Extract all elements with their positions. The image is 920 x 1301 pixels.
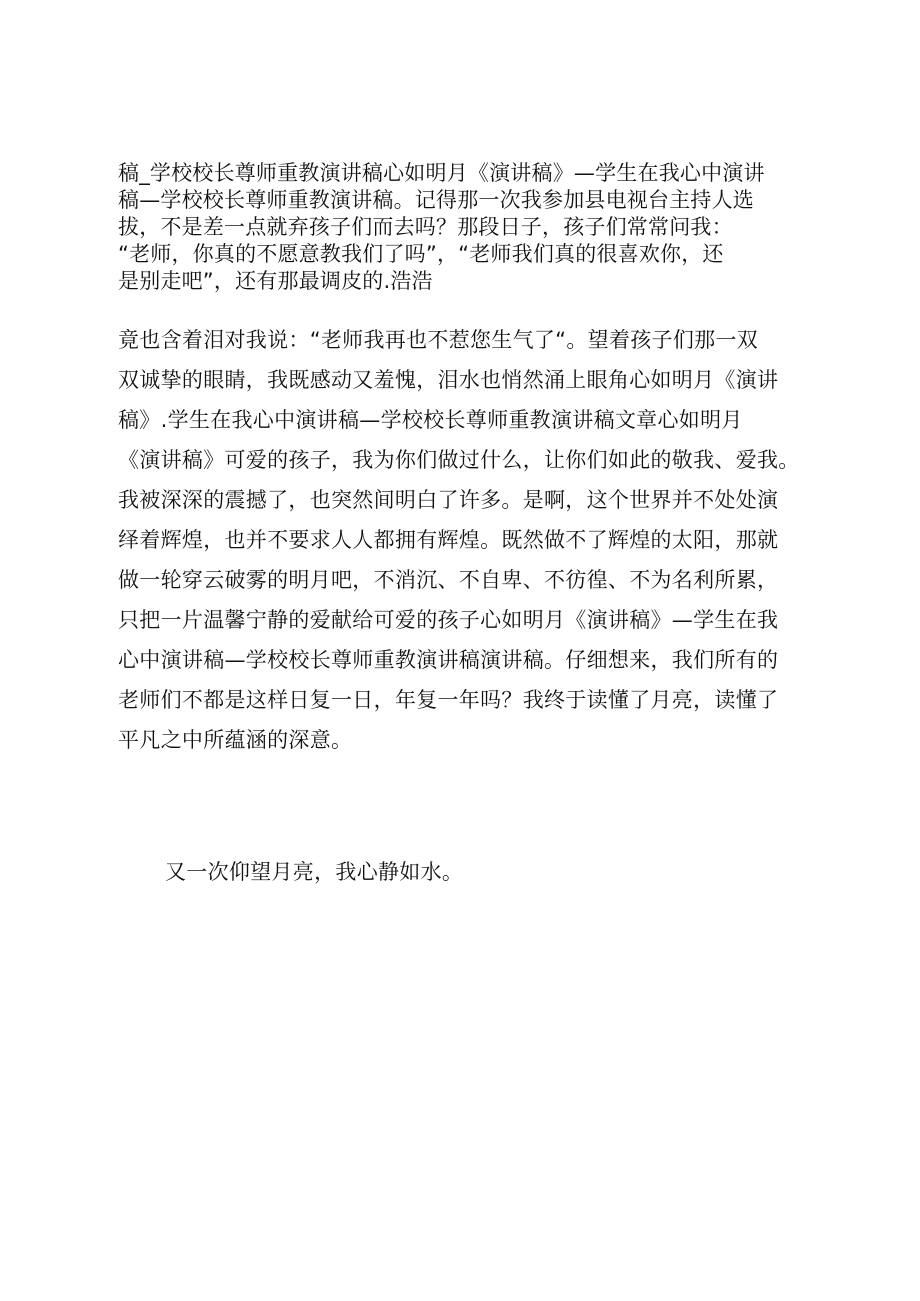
text-line: 老师们不都是这样日复一日，年复一年吗？我终于读懂了月亮，读懂了 [118,688,779,712]
text-line: 双诚挚的眼睛，我既感动又羞愧，泪水也悄然涌上眼角心如明月《演讲 [118,368,779,392]
text-line: 拔，不是差一点就弃孩子们而去吗？那段日子，孩子们常常问我： [118,215,733,239]
text-line: 稿_学校校长尊师重教演讲稿心如明月《演讲稿》—学生在我心中演讲 [118,161,765,185]
text-line: 做一轮穿云破雾的明月吧，不消沉、不自卑、不彷徨、不为名利所累， [118,568,779,592]
text-line: 《演讲稿》可爱的孩子，我为你们做过什么，让你们如此的敬我、爱我。 [118,448,800,472]
dense-paragraph [118,160,838,295]
text-line: 我被深深的震撼了，也突然间明白了许多。是啊，这个世界并不处处演 [118,488,779,512]
text-line: 只把一片温馨宁静的爱献给可爱的孩子心如明月《演讲稿》—学生在我 [118,608,779,632]
closing-paragraph: 又一次仰望月亮，我心静如水。 [165,860,464,884]
text-line: 绎着辉煌，也并不要求人人都拥有辉煌。既然做不了辉煌的太阳，那就 [118,528,779,552]
text-line: 心中演讲稿—学校校长尊师重教演讲稿演讲稿。仔细想来，我们所有的 [118,648,779,672]
text-line: 平凡之中所蕴涵的深意。 [118,728,353,752]
text-line: 稿》.学生在我心中演讲稿—学校校长尊师重教演讲稿文章心如明月 [118,408,743,432]
text-line: 竟也含着泪对我说：“老师我再也不惹您生气了“。望着孩子们那一双 [118,328,759,352]
body-paragraph [118,320,838,760]
text-line: “老师，你真的不愿意教我们了吗”，“老师我们真的很喜欢你，还 [118,242,724,266]
text-line: 是别走吧”，还有那最调皮的.浩浩 [118,269,433,293]
text-line: 稿—学校校长尊师重教演讲稿。记得那一次我参加县电视台主持人选 [118,188,754,212]
